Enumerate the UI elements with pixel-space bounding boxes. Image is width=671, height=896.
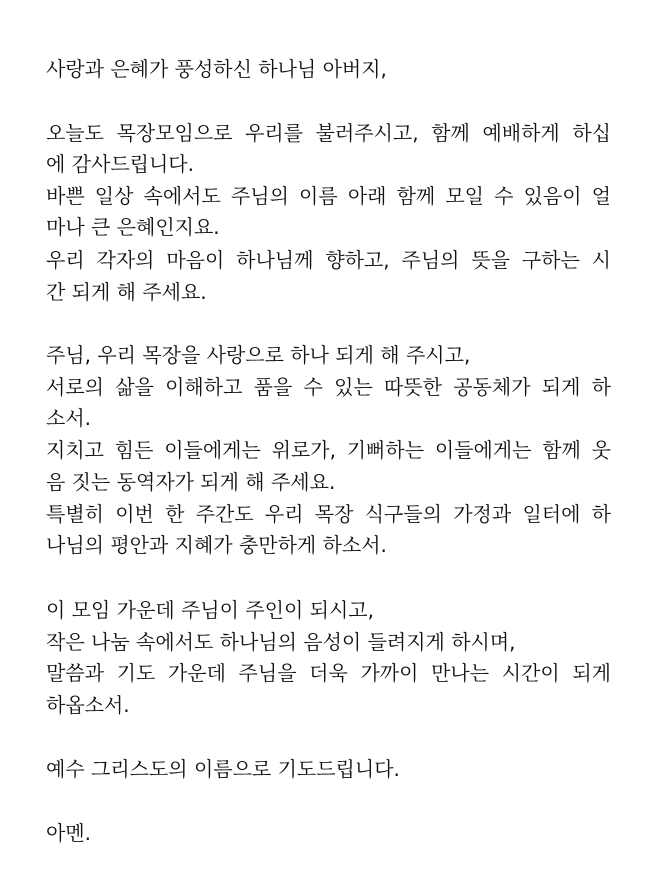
text-line: 소서.	[46, 406, 91, 430]
text-line: 간 되게 해 주세요.	[46, 280, 207, 304]
text-line: 음 짓는 동역자가 되게 해 주세요.	[46, 470, 336, 494]
text-line: 주님, 우리 목장을 사랑으로 하나 되게 해 주시고,	[46, 343, 471, 367]
text-line: 특별히 이번 한 주간도 우리 목장 식구들의 가정과 일터에 하	[46, 502, 611, 526]
text-line: 지치고 힘든 이들에게는 위로가, 기뻐하는 이들에게는 함께 웃	[46, 438, 611, 462]
closing-line: 예수 그리스도의 이름으로 기도드립니다.	[46, 757, 400, 781]
text-line: 우리 각자의 마음이 하나님께 향하고, 주님의 뜻을 구하는 시	[46, 248, 611, 272]
text-line: 오늘도 목장모임으로 우리를 불러주시고, 함께 예배하게 하십	[46, 121, 611, 145]
text-line: 작은 나눔 속에서도 하나님의 음성이 들려지게 하시며,	[46, 630, 516, 654]
text-line: 하옵소서.	[46, 693, 130, 717]
text-line: 이 모임 가운데 주님이 주인이 되시고,	[46, 598, 374, 622]
text-line: 바쁜 일상 속에서도 주님의 이름 아래 함께 모일 수 있음이 얼	[46, 184, 611, 208]
greeting-line: 사랑과 은혜가 풍성하신 하나님 아버지,	[46, 57, 387, 81]
text-line: 나님의 평안과 지혜가 충만하게 하소서.	[46, 533, 387, 557]
text-line: 에 감사드립니다.	[46, 152, 194, 176]
text-line: 말씀과 기도 가운데 주님을 더욱 가까이 만나는 시간이 되게	[46, 661, 611, 685]
amen-line: 아멘.	[46, 821, 91, 845]
text-line: 서로의 삶을 이해하고 품을 수 있는 따뜻한 공동체가 되게 하	[46, 375, 611, 399]
text-line: 마나 큰 은혜인지요.	[46, 215, 220, 239]
